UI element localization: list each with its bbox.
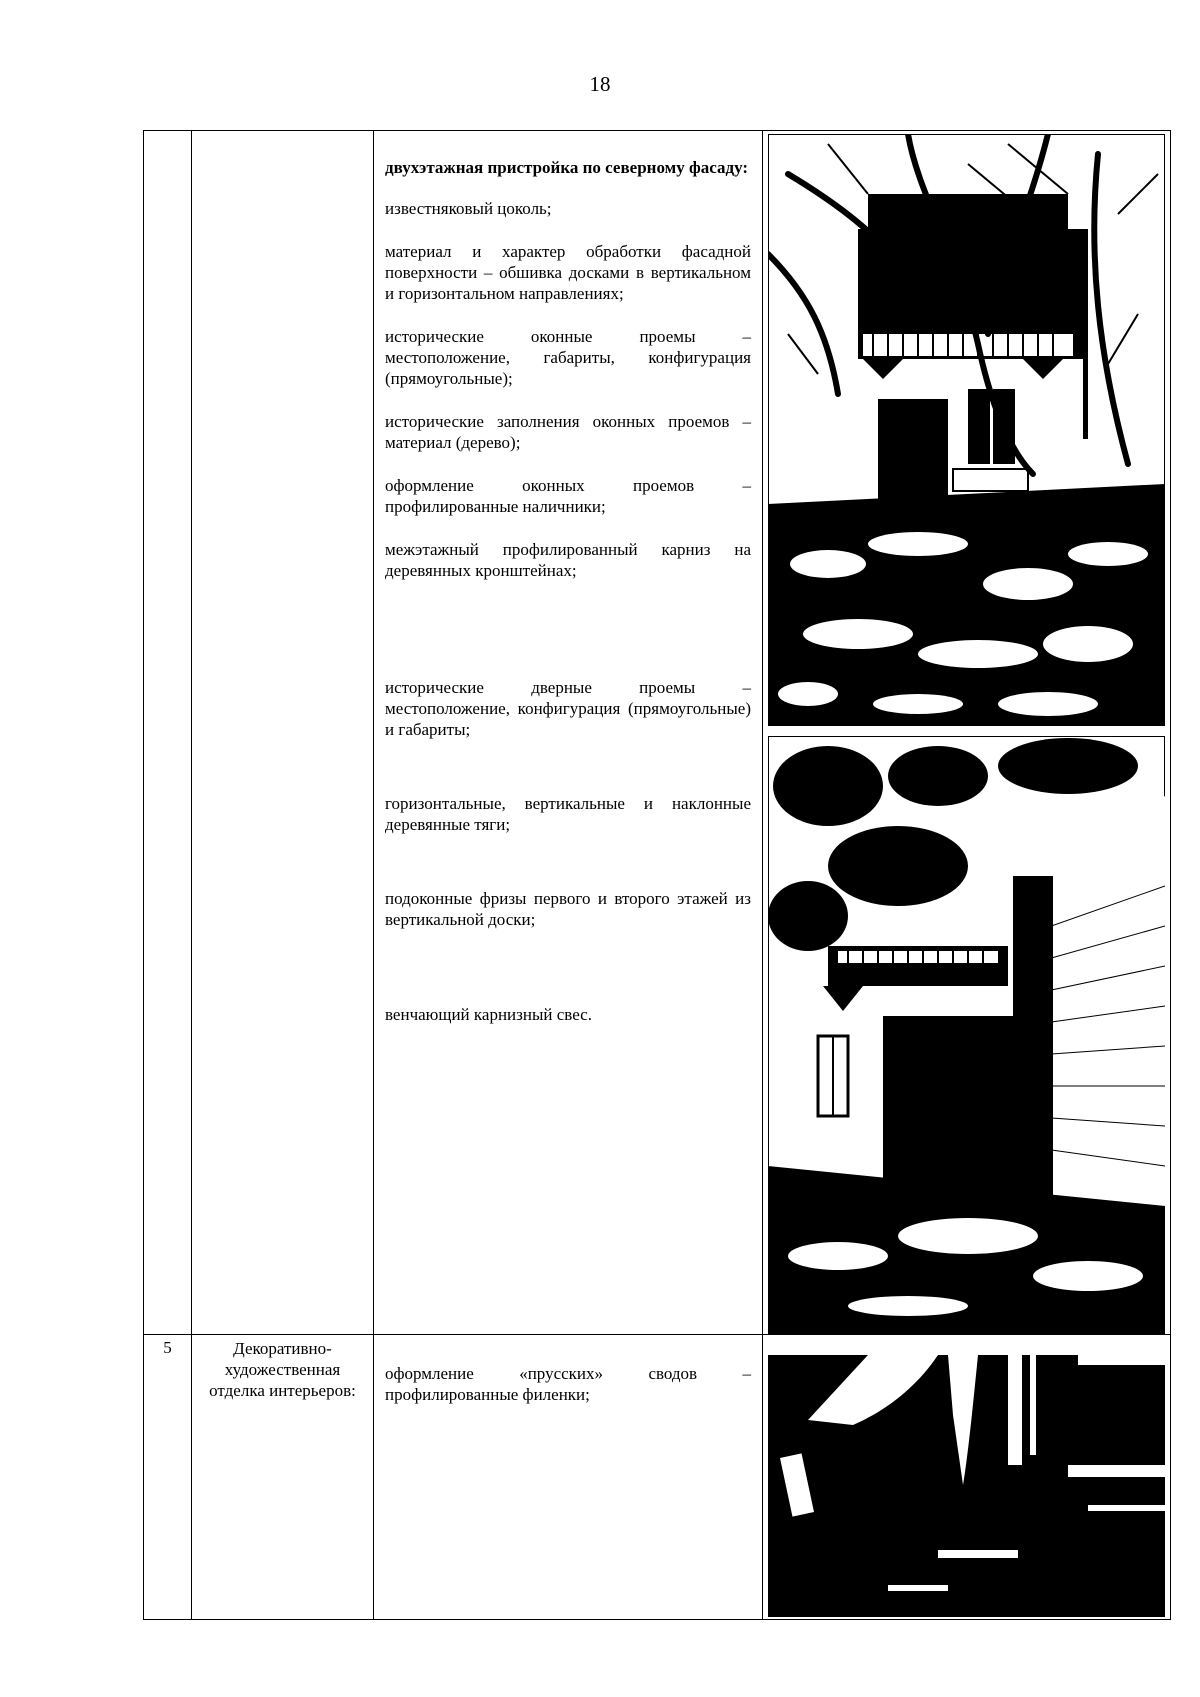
photo-cell xyxy=(763,131,1171,1335)
list-item: венчающий карнизный свес. xyxy=(385,1005,592,1024)
row-name-cell xyxy=(192,131,374,1335)
list-item: оформление «прусских» сводов – профилированные филенки; xyxy=(385,1364,751,1404)
photo-cell xyxy=(763,1335,1171,1620)
description-cell xyxy=(374,131,763,1335)
section-heading: двухэтажная пристройка по северному фасаду: xyxy=(385,158,749,177)
table-row xyxy=(144,131,1171,1335)
table-row xyxy=(144,1335,1171,1620)
interior-vault-photo xyxy=(768,1355,1165,1617)
list-item: подоконные фризы первого и второго этажей из вертикальной доски; xyxy=(385,889,751,929)
protected-features-table xyxy=(143,130,1171,1620)
row-number-cell xyxy=(144,131,192,1335)
description-list xyxy=(374,1335,762,1405)
list-item: материал и характер обработки фасадной поверхности – обшивка досками в вертикальном и горизонтальном направлениях; xyxy=(385,242,751,303)
extension-corner-photo xyxy=(768,736,1165,1334)
list-item: исторические оконные проемы – местоположение, габариты, конфигурация (прямоугольные); xyxy=(385,327,751,388)
description-list xyxy=(374,131,762,1025)
row-number-cell: 5 xyxy=(144,1335,192,1620)
list-item: межэтажный профилированный карниз на деревянных кронштейнах; xyxy=(385,540,751,580)
list-item: известняковый цоколь; xyxy=(385,199,552,218)
north-facade-extension-photo xyxy=(768,134,1165,726)
list-item: исторические дверные проемы – местоположение, конфигурация (прямоугольные) и габариты; xyxy=(385,678,751,739)
page-number: 18 xyxy=(589,72,611,96)
list-item: горизонтальные, вертикальные и наклонные деревянные тяги; xyxy=(385,794,751,834)
row-name-cell: Декоративно-художественная отделка интерьеров: xyxy=(192,1335,374,1620)
description-cell xyxy=(374,1335,763,1620)
list-item: исторические заполнения оконных проемов – материал (дерево); xyxy=(385,412,751,452)
list-item: оформление оконных проемов – профилированные наличники; xyxy=(385,476,751,516)
